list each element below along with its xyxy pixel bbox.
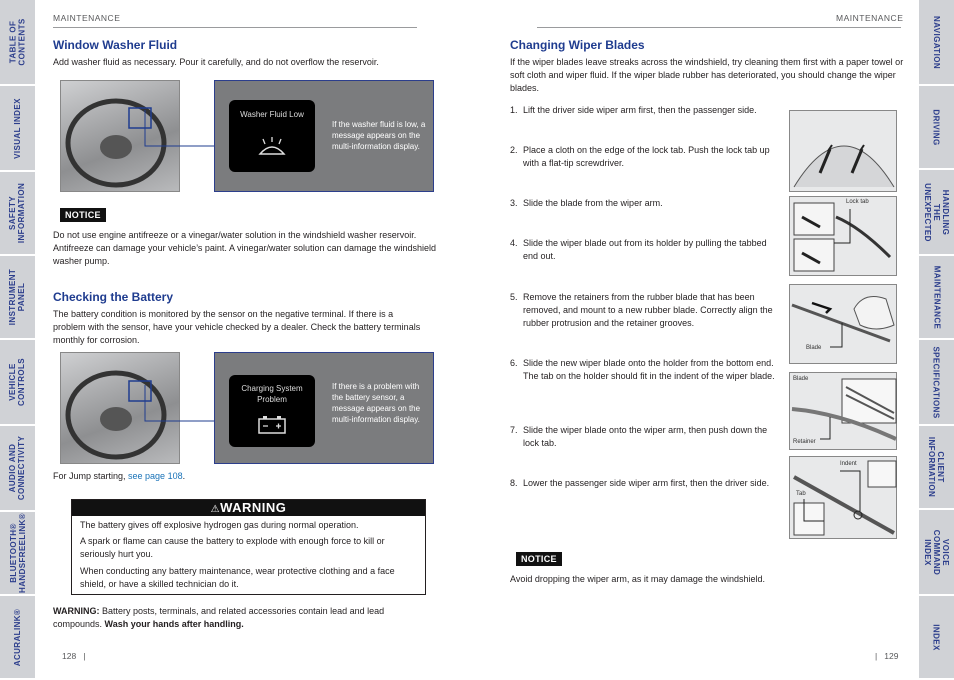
battery-body: The battery condition is monitored by the sensor on the negative terminal. If there is a problem with the sensor, have your vehicle checked by a dealer. Check the battery terminals monthly for corrosion. xyxy=(53,309,421,345)
lead-warning-bold: Wash your hands after handling. xyxy=(104,619,244,629)
label-blade-2: Blade xyxy=(793,376,809,382)
battery-caption: If there is a problem with the battery sensor, a message appears on the multi-information display. xyxy=(332,382,421,424)
notice-label-2: NOTICE xyxy=(516,552,562,566)
retainer-illustration xyxy=(789,372,897,450)
label-tab: Tab xyxy=(796,491,806,497)
tab-table-of-contents[interactable] xyxy=(0,0,35,86)
warning-line: A spark or flame can cause the battery to explode with enough force to kill or seriously hurt you. xyxy=(80,536,385,559)
tab-label: SPECIFICATIONS xyxy=(932,345,941,419)
notice-antifreeze: Do not use engine antifreeze or a vinegar/water solution in the windshield washer reservoir. Antifreeze can damage your vehicle’s paint. A vinegar/water solution can damage the windshield washer pump. xyxy=(53,230,437,266)
tab-label: CLIENT INFORMATION xyxy=(927,436,946,498)
tab-driving[interactable] xyxy=(919,86,954,170)
tab-audio-connectivity[interactable] xyxy=(0,426,35,512)
jump-prefix: For Jump starting, xyxy=(53,471,129,481)
tab-handling-the-unexpected[interactable] xyxy=(919,170,954,256)
wiper-arms-icon xyxy=(790,111,898,193)
callout-leader-line xyxy=(140,110,220,150)
tab-label: AUDIO AND CONNECTIVITY xyxy=(8,435,27,501)
tab-label: MAINTENANCE xyxy=(932,265,942,329)
washer-fluid-icon xyxy=(257,136,287,160)
warning-box xyxy=(71,499,426,595)
jump-start-text xyxy=(53,470,185,483)
lock-tab-illustration xyxy=(789,196,897,276)
tab-label: INDEX xyxy=(931,623,941,651)
tab-label: VOICE COMMAND INDEX xyxy=(923,529,951,575)
tab-safety-information[interactable] xyxy=(0,172,35,256)
label-retainer: Retainer xyxy=(793,439,816,445)
notice-label: NOTICE xyxy=(60,208,106,222)
lead-warning xyxy=(53,605,425,631)
mid-display xyxy=(229,375,315,447)
wiper-arm-icon xyxy=(790,197,898,277)
warning-header xyxy=(72,500,425,516)
callout-leader-line-2 xyxy=(140,385,220,425)
display-message: Charging System Problem xyxy=(241,384,303,404)
header-rule-left xyxy=(53,27,417,28)
washer-caption: If the washer fluid is low, a message appears on the multi-information display. xyxy=(332,120,426,151)
jump-start-link[interactable]: see page 108 xyxy=(128,471,183,481)
blade-removal-illustration xyxy=(789,284,897,364)
tab-client-information[interactable] xyxy=(919,426,954,510)
hand-blade-icon xyxy=(790,285,898,365)
warning-title: WARNING xyxy=(220,500,287,515)
tab-specifications[interactable] xyxy=(919,340,954,426)
warning-triangle-icon: ⚠ xyxy=(210,504,221,515)
windshield-illustration xyxy=(789,110,897,192)
page-number-right: | 129 xyxy=(875,651,899,661)
tab-bluetooth-handsfreelink[interactable] xyxy=(0,512,35,596)
tab-maintenance[interactable] xyxy=(919,256,954,340)
indent-tab-illustration xyxy=(789,456,897,539)
lead-warning-text: Battery posts, terminals, and related accessories contain lead and lead compounds. xyxy=(53,606,385,629)
mid-display xyxy=(229,100,315,172)
tab-label: ACURALINK® xyxy=(13,608,23,666)
label-indent: Indent xyxy=(840,461,857,467)
tab-instrument-panel[interactable] xyxy=(0,256,35,340)
tab-label: BLUETOOTH® HANDSFREELINK® xyxy=(8,513,27,593)
label-lock-tab: Lock tab xyxy=(846,199,869,205)
battery-icon xyxy=(257,415,287,435)
indent-tab-icon xyxy=(790,457,898,540)
display-message: Washer Fluid Low xyxy=(240,110,304,119)
tab-label: HANDLING THE UNEXPECTED xyxy=(923,182,951,242)
tab-visual-index[interactable] xyxy=(0,86,35,172)
washer-callout xyxy=(214,80,434,192)
warning-line: When conducting any battery maintenance, wear protective clothing and a face shield, or have a skilled technician do it. xyxy=(80,566,395,589)
tab-label: VISUAL INDEX xyxy=(13,97,23,159)
tab-navigation[interactable] xyxy=(919,0,954,86)
notice-wiper-arm: Avoid dropping the wiper arm, as it may damage the windshield. xyxy=(510,574,765,584)
label-blade: Blade xyxy=(806,345,822,351)
lead-warning-label: WARNING: xyxy=(53,606,100,616)
tab-index[interactable] xyxy=(919,596,954,680)
tab-label: VEHICLE CONTROLS xyxy=(8,357,27,407)
jump-suffix: . xyxy=(182,471,186,481)
page-number-left: 128 | xyxy=(62,651,86,661)
tab-label: NAVIGATION xyxy=(932,15,942,69)
tab-label: INSTRUMENT PANEL xyxy=(8,268,27,326)
tab-voice-command-index[interactable] xyxy=(919,510,954,596)
tab-label: DRIVING xyxy=(932,108,942,146)
page-header-right: MAINTENANCE xyxy=(836,13,904,23)
warning-line: The battery gives off explosive hydrogen gas during normal operation. xyxy=(80,520,359,530)
battery-callout xyxy=(214,352,434,464)
section-title-wiper: Changing Wiper Blades xyxy=(510,38,645,52)
section-title-washer: Window Washer Fluid xyxy=(53,38,178,52)
washer-body: Add washer fluid as necessary. Pour it carefully, and do not overflow the reservoir. xyxy=(53,57,379,67)
wiper-intro: If the wiper blades leave streaks across the windshield, try cleaning them first with a paper towel or soft cloth and wiper fluid. If the wiper blade rubber has deteriorated, you should change the wiper blades. xyxy=(510,57,904,93)
tab-acuralink[interactable] xyxy=(0,596,35,680)
tab-vehicle-controls[interactable] xyxy=(0,340,35,426)
header-rule-right xyxy=(537,27,901,28)
page-header-left: MAINTENANCE xyxy=(53,13,121,23)
tab-label: SAFETY INFORMATION xyxy=(8,182,27,244)
section-title-battery: Checking the Battery xyxy=(53,290,174,304)
tab-label: TABLE OF CONTENTS xyxy=(8,18,27,66)
